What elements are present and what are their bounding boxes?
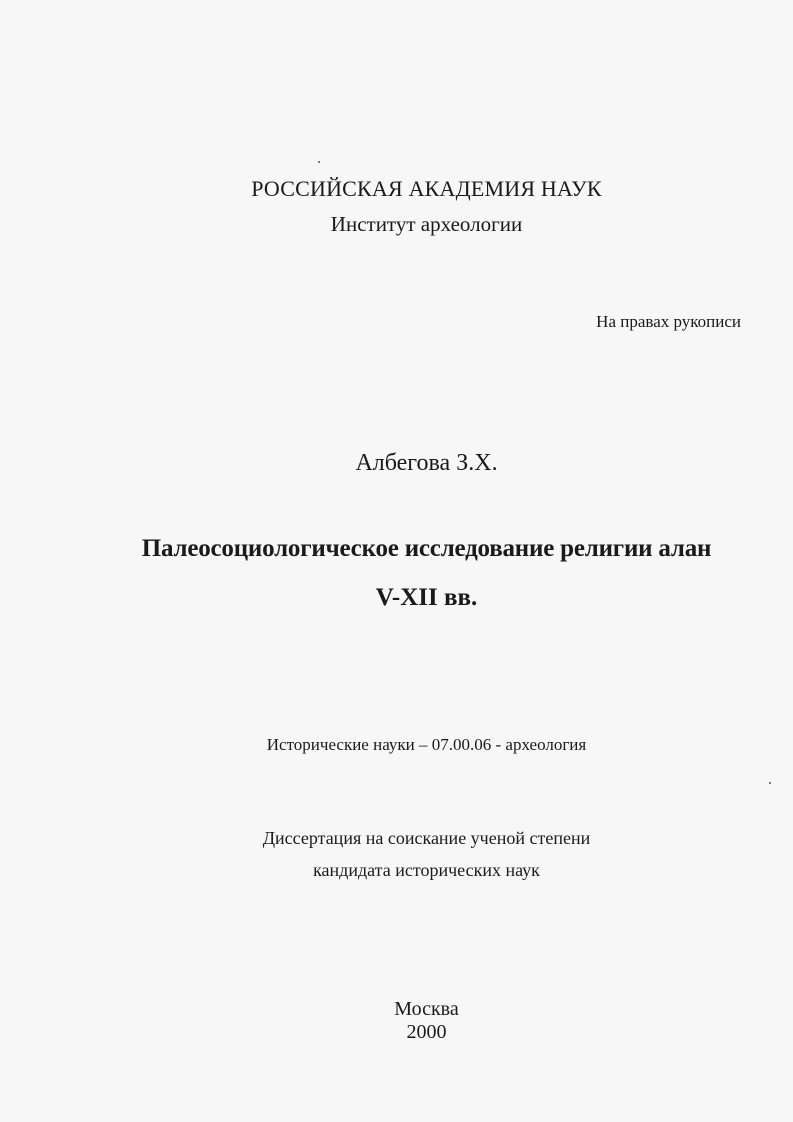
scan-speck — [318, 161, 320, 163]
specialty-code: Исторические науки – 07.00.06 - археология — [266, 735, 587, 754]
degree-line1: Диссертация на соискание ученой степени — [262, 828, 591, 848]
institute-name: Институт археологии — [330, 212, 523, 236]
year: 2000 — [406, 1021, 447, 1043]
city: Москва — [394, 998, 459, 1020]
scan-speck — [769, 782, 771, 784]
dissertation-title-line2: V-XII вв. — [375, 584, 478, 611]
degree-line2: кандидата исторических наук — [313, 860, 540, 880]
dissertation-title-line1: Палеосоциологическое исследование религии алан — [141, 535, 712, 562]
author-name: Албегова З.Х. — [355, 450, 498, 476]
organization-name: РОССИЙСКАЯ АКАДЕМИЯ НАУК — [251, 176, 602, 201]
rights-note: На правах рукописи — [596, 312, 741, 331]
